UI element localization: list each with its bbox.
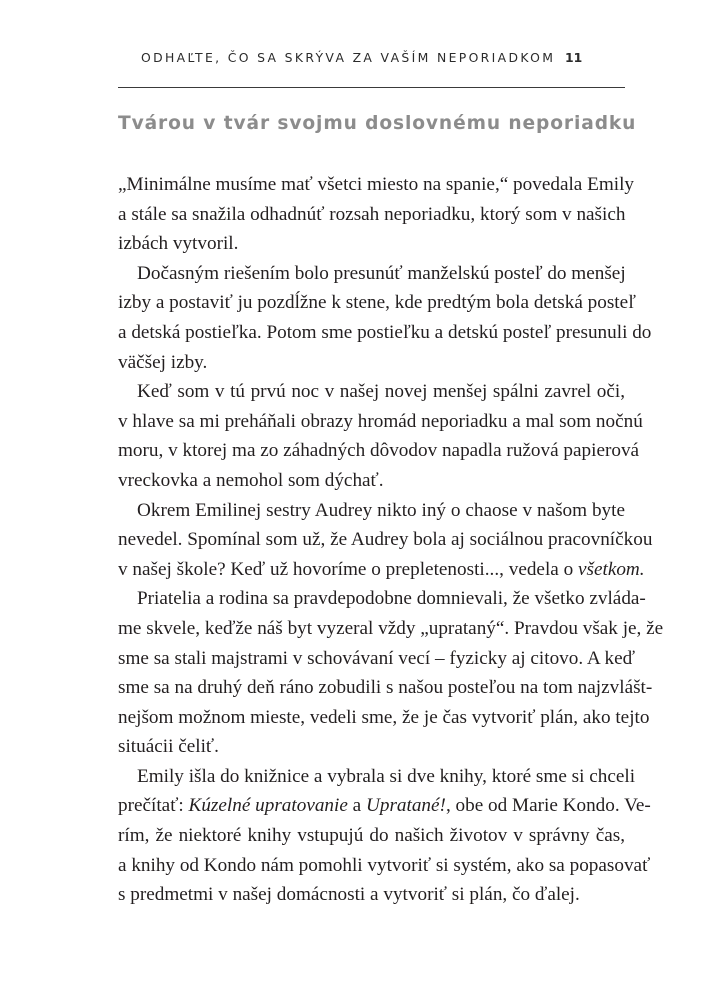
text-line: sme sa na druhý deň ráno zobudili s našou posteľou na tom najzvlášt- <box>118 677 653 699</box>
text-run: v našej škole? Keď už hovoríme o prepletenosti..., vedela o <box>118 558 578 580</box>
text-line: vreckovka a nemohol som dýchať. <box>118 469 384 491</box>
text-line: a stále sa snažila odhadnúť rozsah neporiadku, ktorý som v našich <box>118 203 626 225</box>
paragraph <box>118 170 635 259</box>
text-line: väčšej izby. <box>118 351 208 373</box>
body-text <box>118 170 664 910</box>
text-line: a knihy od Kondo nám pomohli vytvoriť si systém, ako sa popasovať <box>118 854 651 876</box>
text-line <box>118 555 645 585</box>
text-line: moru, v ktorej ma zo záhadných dôvodov napadla ružová papierová <box>118 440 640 462</box>
text-line: v hlave sa mi preháňali obrazy hromád neporiadku a mal som nočnú <box>118 410 643 432</box>
paragraph <box>118 762 651 910</box>
running-title: ODHAĽTE, ČO SA SKRÝVA ZA VAŠÍM NEPORIADKOM <box>141 50 556 65</box>
page-number: 11 <box>565 50 583 65</box>
book-title: Upratané! <box>366 795 446 817</box>
text-line: situácii čeliť. <box>118 736 219 758</box>
paragraph <box>118 377 643 495</box>
text-line: izby a postaviť ju pozdĺžne k stene, kde predtým bola detská posteľ <box>118 292 636 314</box>
text-line: s predmetmi v našej domácnosti a vytvoriť si plán, čo ďalej. <box>118 884 580 906</box>
text-line: nevedel. Spomínal som už, že Audrey bola aj sociálnou pracovníčkou <box>118 529 653 551</box>
paragraph <box>118 584 664 762</box>
text-line <box>118 791 651 821</box>
section-title: Tvárou v tvár svojmu doslovnému neporiadku <box>118 113 637 134</box>
text-line: nejšom možnom mieste, vedeli sme, že je čas vytvoriť plán, ako tejto <box>118 706 650 728</box>
text-line: rím, že niektoré knihy vstupujú do našich životov v správny čas, <box>118 825 625 847</box>
text-line: Priatelia a rodina sa pravdepodobne domnievali, že všetko zvláda- <box>137 588 646 610</box>
paragraph <box>118 259 652 377</box>
text-line: izbách vytvoril. <box>118 233 239 255</box>
text-line: Dočasným riešením bolo presunúť manželskú posteľ do menšej <box>137 262 626 284</box>
emphasized-word: všetkom. <box>577 558 645 580</box>
text-run: a <box>347 795 366 817</box>
text-line: „Minimálne musíme mať všetci miesto na spanie,“ povedala Emily <box>118 174 635 195</box>
text-line: Keď som v tú prvú noc v našej novej menšej spálni zavrel oči, <box>137 381 625 403</box>
text-line: a detská postieľka. Potom sme postieľku a detskú posteľ presunuli do <box>118 321 652 343</box>
header-divider <box>118 87 625 88</box>
text-run: prečítať: <box>118 795 189 817</box>
paragraph <box>118 496 653 585</box>
text-run: , obe od Marie Kondo. Ve- <box>445 795 651 817</box>
text-line: Okrem Emilinej sestry Audrey nikto iný o chaose v našom byte <box>137 499 625 521</box>
text-line: sme sa stali majstrami v schovávaní vecí – fyzicky aj citovo. A keď <box>118 647 636 669</box>
text-line: Emily išla do knižnice a vybrala si dve knihy, ktoré sme si chceli <box>137 765 636 787</box>
book-title: Kúzelné upratovanie <box>188 795 348 817</box>
text-line: me skvele, keďže náš byt vyzeral vždy „uprataný“. Pravdou však je, že <box>118 617 664 639</box>
